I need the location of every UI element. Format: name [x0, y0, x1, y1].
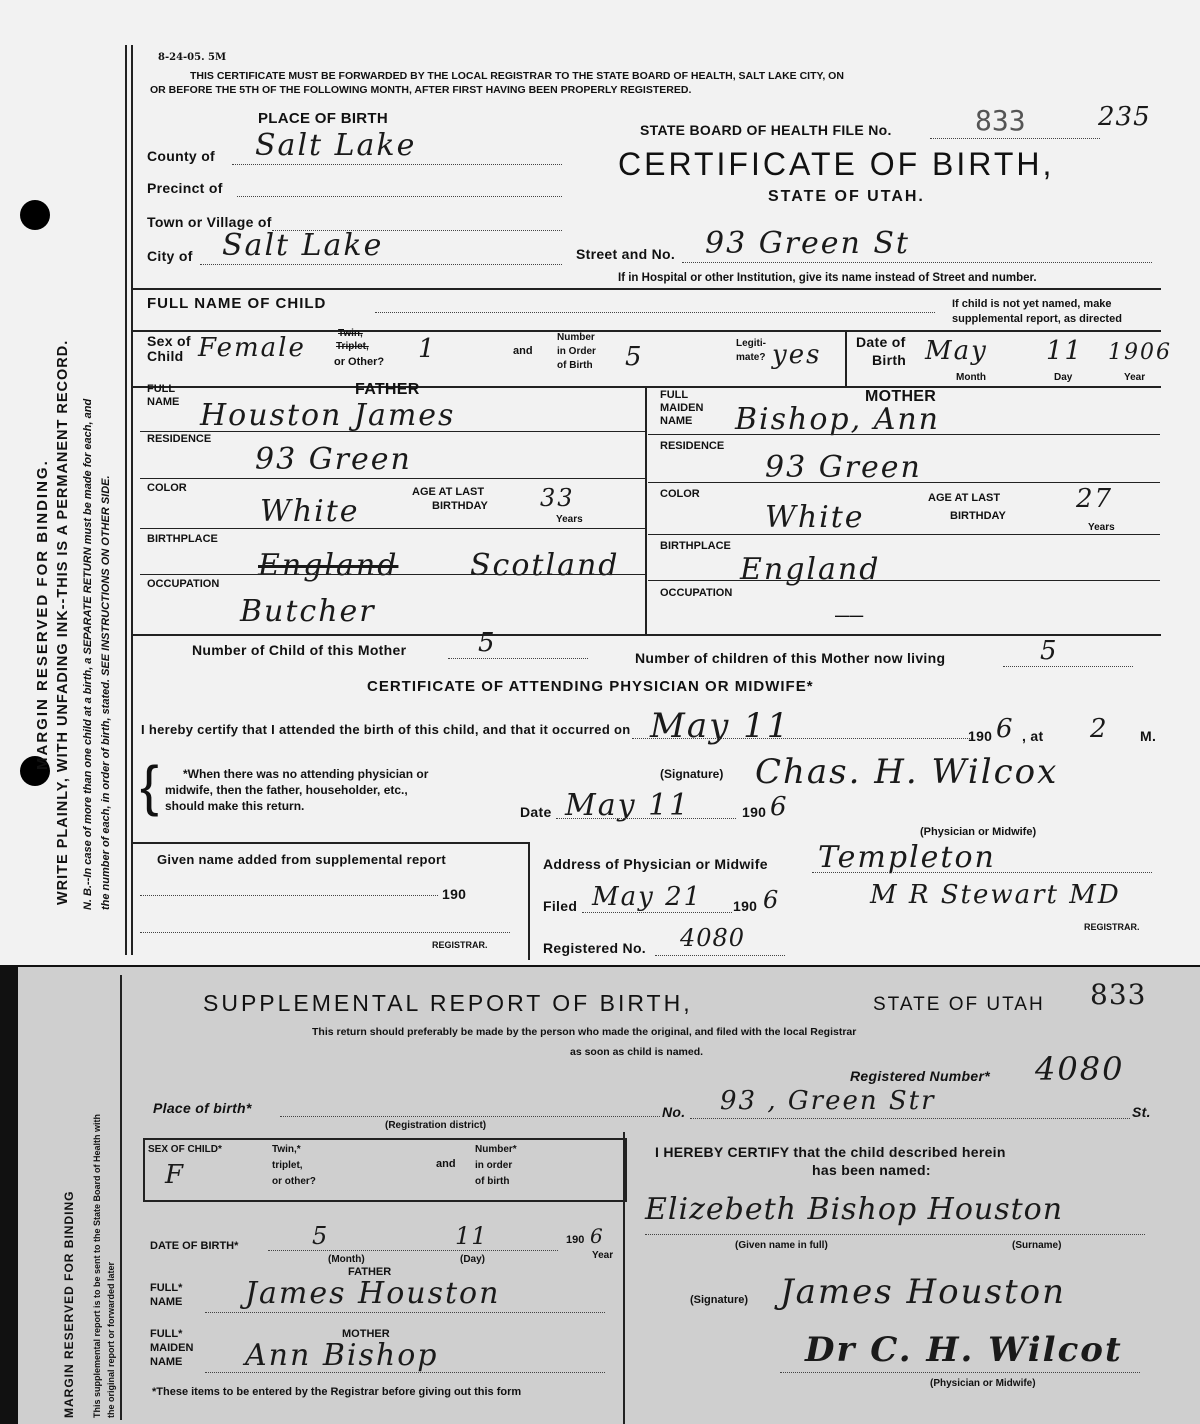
- sup-dob-month: 5: [312, 1222, 329, 1250]
- registered-label: Registered No.: [543, 940, 646, 956]
- mother-heading: MOTHER: [865, 388, 937, 405]
- father-name: Houston James: [200, 398, 456, 433]
- notice-line-1: THIS CERTIFICATE MUST BE FORWARDED BY THE LOCAL REGISTRAR TO THE STATE BOARD OF HEALTH, SALT LAKE CITY, ON: [190, 70, 844, 82]
- sup-father-name: James Houston: [245, 1276, 501, 1311]
- county-label: County of: [147, 148, 216, 164]
- note-line-2: midwife, then the father, householder, etc.,: [165, 783, 408, 797]
- sup-dob-line: [268, 1250, 558, 1251]
- sup-margin-note-1: This supplemental report is to be sent to the State Board of Health with: [92, 1113, 102, 1418]
- sup-twin-label-2: triplet,: [272, 1160, 303, 1171]
- physician-heading: CERTIFICATE OF ATTENDING PHYSICIAN OR MIDWIFE*: [367, 678, 814, 695]
- sup-day-label: (Day): [460, 1254, 486, 1265]
- address-label: Address of Physician or Midwife: [543, 856, 768, 872]
- frame-left: [125, 45, 127, 955]
- sup-frame-left: [120, 975, 122, 1420]
- rule-middle: [645, 386, 647, 634]
- sign-year: 6: [770, 792, 789, 822]
- sup-mother-maiden-label: MAIDEN: [150, 1342, 194, 1354]
- file-number: 833: [975, 104, 1026, 137]
- dob-day: 11: [1046, 336, 1084, 366]
- birth-year: 6: [996, 714, 1015, 744]
- child-name-label: FULL NAME OF CHILD: [147, 295, 327, 312]
- living-line: [1003, 666, 1133, 667]
- county-value: Salt Lake: [255, 128, 417, 163]
- sup-street-line: [690, 1118, 1130, 1119]
- rule: [648, 534, 1160, 535]
- sup-month-label: (Month): [328, 1254, 365, 1265]
- given-name-label: Given name added from supplemental report: [157, 852, 446, 867]
- sup-st-label: St.: [1132, 1104, 1151, 1120]
- notice-line-2: OR BEFORE THE 5TH OF THE FOLLOWING MONTH, AFTER FIRST HAVING BEEN PROPERLY REGISTERED.: [150, 84, 692, 96]
- sup-given-line: [645, 1234, 1145, 1235]
- town-label: Town or Village of: [147, 214, 272, 230]
- month-label: Month: [956, 372, 986, 383]
- living-label: Number of children of this Mother now living: [635, 650, 946, 666]
- sup-father-name-label: NAME: [150, 1296, 183, 1308]
- sup-mother-line: [205, 1372, 605, 1373]
- sup-place-label: Place of birth*: [153, 1100, 252, 1116]
- sup-registered-number: 4080: [1035, 1050, 1125, 1088]
- mother-age: 27: [1076, 484, 1114, 514]
- children-line: [448, 658, 588, 659]
- sup-dob-year: 6: [590, 1224, 604, 1248]
- sup-dob-day: 11: [455, 1222, 488, 1250]
- twin-label-3: or Other?: [334, 356, 385, 368]
- registered-number: 4080: [680, 924, 746, 952]
- mother-occupation-label: OCCUPATION: [660, 587, 733, 599]
- sup-mother-label: MOTHER: [342, 1328, 390, 1340]
- father-color: White: [260, 494, 360, 529]
- day-label: Day: [1054, 372, 1073, 383]
- dob-label-2: Birth: [872, 352, 907, 368]
- father-occupation: Butcher: [240, 594, 376, 629]
- margin-ink-text: WRITE PLAINLY, WITH UNFADING INK--THIS IS A PERMANENT RECORD.: [55, 339, 71, 905]
- sup-and-label: and: [436, 1158, 456, 1170]
- order-label-2: in Order: [557, 346, 596, 357]
- sign-year-prefix: 190: [742, 804, 767, 820]
- father-age: 33: [540, 484, 575, 512]
- sup-given-name: Elizebeth Bishop Houston: [645, 1192, 1064, 1227]
- margin-note-1: N. B.--In case of more than one child at a birth, a SEPARATE RETURN must be made for each, and: [82, 398, 94, 910]
- certificate-title: CERTIFICATE OF BIRTH,: [618, 146, 1055, 182]
- sup-sex-value: F: [165, 1160, 186, 1190]
- physician-certify: I hereby certify that I attended the birth of this child, and that it occurred on: [141, 722, 631, 737]
- sup-street: 93 , Green Str: [720, 1086, 936, 1116]
- sup-given-label: (Given name in full): [735, 1240, 828, 1251]
- file-line: [930, 138, 1100, 139]
- sup-father-label: FATHER: [348, 1266, 392, 1278]
- note-line-3: should make this return.: [165, 799, 305, 813]
- sup-order-label-3: of birth: [475, 1176, 510, 1187]
- order-label-3: of Birth: [557, 360, 593, 371]
- county-line: [232, 164, 562, 165]
- sup-title: SUPPLEMENTAL REPORT OF BIRTH,: [203, 990, 693, 1016]
- and-label: and: [513, 345, 533, 357]
- precinct-label: Precinct of: [147, 180, 223, 196]
- margin-binding-text: MARGIN RESERVED FOR BINDING.: [34, 459, 51, 770]
- street-label: Street and No.: [576, 246, 676, 262]
- sup-district-label: (Registration district): [385, 1120, 487, 1131]
- city-label: City of: [147, 248, 193, 264]
- registrar-label: REGISTRAR.: [1084, 922, 1140, 932]
- sup-margin-note-2: the original report or forwarded later: [106, 1261, 116, 1418]
- sup-registered-label: Registered Number*: [850, 1068, 990, 1084]
- sup-sex-label: SEX OF CHILD*: [148, 1144, 222, 1155]
- order-label-1: Number: [557, 332, 595, 343]
- note-brace: {: [140, 754, 160, 817]
- sup-physician-role: (Physician or Midwife): [930, 1378, 1036, 1389]
- sign-date-line: [556, 818, 736, 819]
- registered-line: [655, 955, 785, 956]
- sup-father-full-label: FULL*: [150, 1282, 183, 1294]
- rule: [528, 842, 530, 960]
- note-line-1: *When there was no attending physician or: [183, 767, 429, 781]
- living-value: 5: [1040, 636, 1059, 666]
- mother-birthplace: England: [740, 552, 881, 587]
- sup-surname-label: (Surname): [1012, 1240, 1062, 1251]
- sup-no-label: No.: [662, 1104, 686, 1120]
- father-age-label-2: BIRTHDAY: [432, 500, 488, 512]
- mother-full-label: FULL: [660, 389, 689, 401]
- file-extra: 235: [1098, 102, 1151, 132]
- children-label: Number of Child of this Mother: [192, 642, 407, 658]
- twin-label-1: Twin,: [338, 328, 363, 339]
- sup-mother-full-label: FULL*: [150, 1328, 183, 1340]
- dob-year: 1906: [1108, 340, 1172, 365]
- precinct-line: [237, 196, 562, 197]
- twin-label-2: Triplet,: [336, 341, 369, 352]
- street-value: 93 Green St: [705, 226, 910, 261]
- form-code: 8-24-05. 5M: [158, 52, 227, 63]
- sup-state: STATE OF UTAH: [873, 994, 1045, 1015]
- street-line: [682, 262, 1152, 263]
- father-heading: FATHER: [355, 381, 420, 398]
- father-color-label: COLOR: [147, 482, 187, 494]
- sup-mother-name: Ann Bishop: [245, 1338, 439, 1373]
- given-registrar-label: REGISTRAR.: [432, 940, 488, 950]
- mother-residence: 93 Green: [765, 450, 922, 485]
- sup-place-line: [280, 1116, 660, 1117]
- file-label: STATE BOARD OF HEALTH FILE No.: [640, 122, 892, 138]
- mother-color-label: COLOR: [660, 488, 700, 500]
- city-value: Salt Lake: [222, 228, 384, 263]
- signature-label: (Signature): [660, 767, 724, 781]
- year-label: Year: [1124, 372, 1146, 383]
- rule: [140, 431, 645, 432]
- sup-divider: [623, 1132, 625, 1424]
- rule: [131, 842, 529, 844]
- dob-label-1: Date of: [856, 334, 906, 350]
- rule: [140, 574, 645, 575]
- rule: [648, 580, 1160, 581]
- rule: [845, 330, 847, 386]
- father-name-label: NAME: [147, 396, 180, 408]
- mother-years-label: Years: [1088, 522, 1115, 533]
- father-full-label: FULL: [147, 383, 176, 395]
- sup-certify-2: has been named:: [812, 1162, 931, 1178]
- sup-father-line: [205, 1312, 605, 1313]
- mother-maiden-label: MAIDEN: [660, 402, 704, 414]
- sup-intro-2: as soon as child is named.: [570, 1046, 704, 1058]
- rule: [131, 634, 1161, 636]
- father-birthplace: Scotland: [470, 548, 620, 583]
- sup-certify-1: I HEREBY CERTIFY that the child described herein: [655, 1144, 1006, 1160]
- sex-value: Female: [198, 333, 306, 363]
- filed-year: 6: [763, 886, 781, 914]
- state-title: STATE OF UTAH.: [768, 188, 925, 205]
- sup-file-number: 833: [1090, 978, 1147, 1011]
- mother-birthplace-label: BIRTHPLACE: [660, 540, 731, 552]
- birth-time: 2: [1090, 714, 1109, 744]
- birth-date-line: [632, 738, 972, 739]
- sup-twin-label-3: or other?: [272, 1176, 316, 1187]
- rule: [140, 478, 645, 479]
- sup-year-label: Year: [592, 1250, 614, 1261]
- legit-label-1: Legiti-: [736, 338, 766, 349]
- order-value: 5: [625, 342, 644, 372]
- filed-label: Filed: [543, 898, 578, 914]
- sup-physician-signature: Dr C. H. Wilcot: [805, 1330, 1123, 1370]
- father-residence: 93 Green: [255, 442, 412, 477]
- dob-month: May: [925, 336, 988, 366]
- mother-name-label: NAME: [660, 415, 693, 427]
- sup-dob-label: DATE OF BIRTH*: [150, 1240, 239, 1252]
- sup-mother-name-label: NAME: [150, 1356, 183, 1368]
- sup-footnote: *These items to be entered by the Registrar before giving out this form: [152, 1386, 522, 1398]
- sign-date: May 11: [565, 788, 691, 823]
- sup-signature: James Houston: [780, 1272, 1067, 1312]
- rule: [648, 434, 1160, 435]
- sex-label-2: Child: [147, 348, 184, 364]
- m-label: M.: [1140, 728, 1157, 744]
- sup-margin-binding: MARGIN RESERVED FOR BINDING: [62, 1190, 76, 1418]
- sup-physician-line: [780, 1372, 1140, 1373]
- sup-order-label-2: in order: [475, 1160, 513, 1171]
- given-registrar-line: [140, 932, 510, 933]
- role-label: (Physician or Midwife): [920, 826, 1037, 838]
- sup-order-label-1: Number*: [475, 1144, 517, 1155]
- sup-intro-1: This return should preferably be made by the person who made the original, and filed with the local Registrar: [312, 1026, 857, 1038]
- birth-date: May 11: [650, 706, 791, 746]
- father-years-label: Years: [556, 514, 583, 525]
- filed-line: [582, 912, 732, 913]
- filed-date: May 21: [592, 882, 703, 912]
- legit-label-2: mate?: [736, 352, 766, 363]
- not-named-note-2: supplemental report, as directed: [952, 313, 1122, 325]
- place-heading: PLACE OF BIRTH: [258, 110, 389, 127]
- registrar-signature: M R Stewart MD: [870, 880, 1121, 910]
- physician-signature: Chas. H. Wilcox: [755, 752, 1059, 792]
- binder-hole: [20, 200, 50, 230]
- address-line: [812, 872, 1152, 873]
- mother-name: Bishop, Ann: [735, 402, 941, 437]
- date-label: Date: [520, 804, 552, 820]
- father-occupation-label: OCCUPATION: [147, 578, 220, 590]
- given-year: 190: [442, 886, 467, 902]
- legit-value: yes: [772, 340, 822, 370]
- father-age-label-1: AGE AT LAST: [412, 486, 485, 498]
- rule: [131, 330, 1161, 332]
- birth-year-prefix: 190: [968, 728, 993, 744]
- father-birthplace-label: BIRTHPLACE: [147, 533, 218, 545]
- city-line: [200, 264, 562, 265]
- father-birthplace-struck: England: [258, 548, 399, 583]
- sup-signature-label: (Signature): [690, 1294, 749, 1306]
- hospital-note: If in Hospital or other Institution, give its name instead of Street and number.: [618, 272, 1037, 284]
- sup-dob-year-prefix: 190: [566, 1234, 585, 1246]
- frame-left-inner: [131, 45, 133, 955]
- rule: [648, 482, 1160, 483]
- sex-label-1: Sex of: [147, 333, 191, 349]
- children-value: 5: [478, 628, 497, 658]
- mother-color: White: [765, 500, 865, 535]
- rule: [131, 288, 1161, 290]
- rule: [140, 528, 645, 529]
- given-name-line: [140, 895, 438, 896]
- twin-value: 1: [418, 334, 437, 364]
- physician-address: Templeton: [818, 840, 996, 875]
- not-named-note-1: If child is not yet named, make: [952, 298, 1112, 310]
- at-label: , at: [1022, 728, 1044, 744]
- mother-age-label-1: AGE AT LAST: [928, 492, 1001, 504]
- mother-occupation: ——: [835, 607, 864, 623]
- child-name-line: [375, 312, 935, 313]
- mother-residence-label: RESIDENCE: [660, 440, 725, 452]
- sup-twin-label-1: Twin,*: [272, 1144, 301, 1155]
- father-residence-label: RESIDENCE: [147, 433, 212, 445]
- margin-note-2: the number of each, in order of birth, stated. SEE INSTRUCTIONS ON OTHER SIDE.: [100, 475, 112, 910]
- mother-age-label-2: BIRTHDAY: [950, 510, 1006, 522]
- filed-year-prefix: 190: [733, 898, 758, 914]
